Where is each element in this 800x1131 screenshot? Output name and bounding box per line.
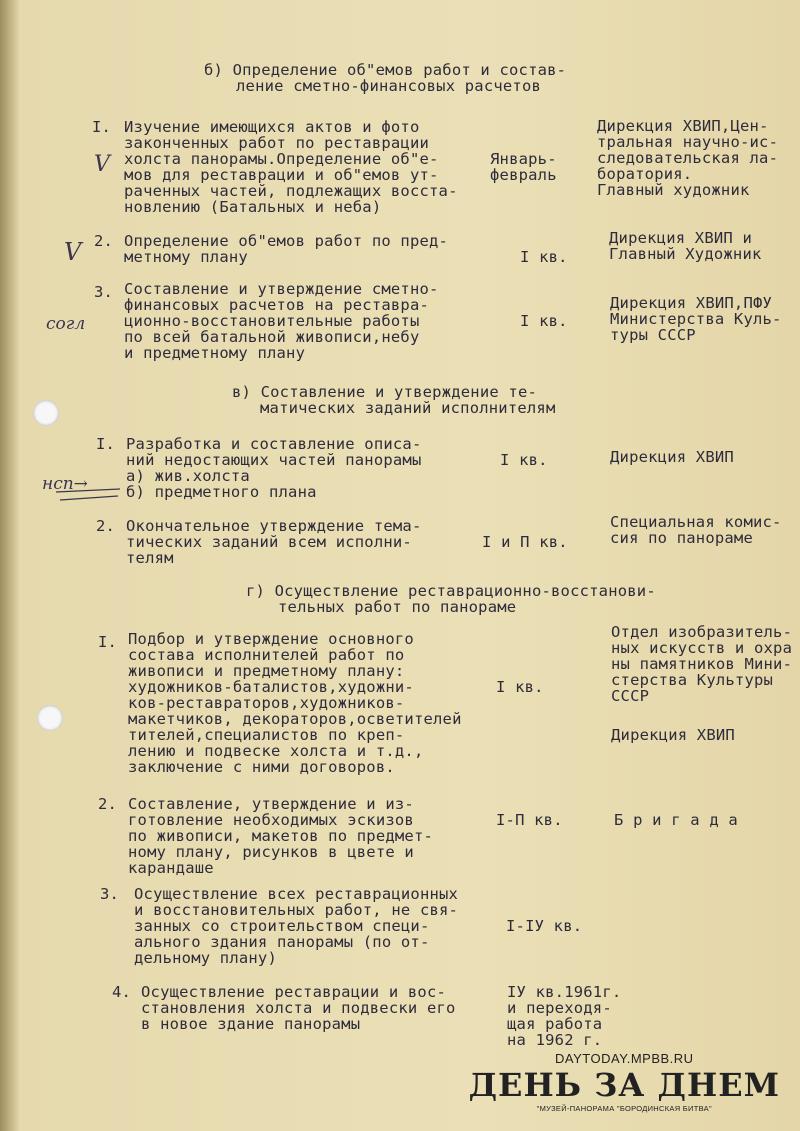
item-responsible: сия по панораме <box>610 529 753 547</box>
item-term: I кв. <box>520 312 568 330</box>
item-responsible: Специальная комис- <box>610 513 782 531</box>
item-text-line: а) жив.холста <box>126 467 250 485</box>
item-number: I. <box>98 633 118 651</box>
watermark-url[interactable]: DAYTODAY.MPBB.RU <box>555 1051 694 1066</box>
item-responsible: Отдел изобразитель- <box>611 623 793 641</box>
item-responsible: Главный художник <box>597 181 750 199</box>
item-term: на 1962 г. <box>507 1031 603 1049</box>
item-responsible: стерства Культуры <box>611 671 774 689</box>
item-text-line: и восстановительных работ, не свя- <box>134 901 459 919</box>
item-responsible: туры СССР <box>610 326 696 344</box>
item-responsible: ны памятников Мини- <box>611 655 793 673</box>
item-responsible: Дирекция ХВИП <box>611 726 735 744</box>
item-text-line: Составление, утверждение и из- <box>128 795 414 813</box>
handwritten-checkmark: V <box>64 238 82 266</box>
item-text-line: ний недостающих частей панорамы <box>126 451 422 469</box>
item-text-line: Составление и утверждение сметно- <box>124 280 439 298</box>
handwritten-note: нсп→ <box>42 474 88 494</box>
item-text-line: раченных частей, подлежащих восста- <box>124 182 458 200</box>
watermark-logo <box>469 1051 780 1113</box>
item-text-line: метному плану <box>124 248 248 266</box>
item-text-line: становления холста и подвески его <box>141 999 456 1017</box>
item-term: февраль <box>490 166 557 184</box>
handwritten-strokes <box>54 488 124 502</box>
item-text-line: тителей,специалистов по креп- <box>128 726 405 744</box>
item-text-line: Разработка и составление описа- <box>126 435 422 453</box>
item-term: I кв. <box>520 248 568 266</box>
item-term: IУ кв.1961г. <box>507 983 622 1001</box>
item-responsible: ных искусств и охра <box>611 639 793 657</box>
item-text-line: ального здания панорамы (по от- <box>134 933 430 951</box>
section-v-heading-line-2: матических заданий исполнителям <box>260 399 556 417</box>
item-text-line: дельному плану) <box>134 949 277 967</box>
item-term: I-П кв. <box>496 811 563 829</box>
item-text-line: Изучение имеющихся актов и фото <box>124 118 420 136</box>
item-number: 4. <box>112 983 132 1001</box>
item-term: I-IУ кв. <box>506 917 583 935</box>
item-text-line: ному плану, рисунков в цвете и <box>128 843 414 861</box>
item-term: I кв. <box>496 678 544 696</box>
item-text-line: и предметному плану <box>124 344 306 362</box>
item-term: I и П кв. <box>482 533 568 551</box>
item-responsible: Дирекция ХВИП <box>610 448 734 466</box>
item-text-line: готовление необходимых эскизов <box>128 811 414 829</box>
item-responsible: Б р и г а д а <box>614 811 738 829</box>
item-text-line: новлению (Батальных и неба) <box>124 198 382 216</box>
item-text-line: ционно-восстановительные работы <box>124 312 420 330</box>
item-text-line: тических заданий всем исполни- <box>126 533 412 551</box>
section-b-heading-line-2: ление сметно-финансовых расчетов <box>236 77 542 95</box>
item-number: 2. <box>94 232 114 250</box>
item-text-line: Осуществление всех реставрационных <box>134 885 459 903</box>
section-g-heading-line-1: г) Осуществление реставрационно-восстанови- <box>246 582 656 600</box>
item-text-line: лению и подвеске холста и т.д., <box>128 742 424 760</box>
item-text-line: занных со строительством специ- <box>134 917 430 935</box>
item-responsible: Дирекция ХВИП,ПФУ <box>610 294 773 312</box>
item-text-line: карандаше <box>128 859 214 877</box>
item-text-line: телям <box>126 549 174 567</box>
item-text-line: Осуществление реставрации и вос- <box>141 983 447 1001</box>
item-text-line: Определение об"емов работ по пред- <box>124 232 449 250</box>
item-number: 2. <box>96 517 116 535</box>
item-term: I кв. <box>500 451 548 469</box>
section-v-heading-line-1: в) Составление и утверждение те- <box>232 383 538 401</box>
item-text-line: по всей батальной живописи,небу <box>124 328 420 346</box>
item-text-line: ков-реставраторов,художников- <box>128 694 405 712</box>
item-text-line: состава исполнителей работ по <box>128 646 405 664</box>
item-text-line: б) предметного плана <box>126 483 317 501</box>
item-responsible: Дирекция ХВИП и <box>609 229 752 247</box>
item-responsible: следовательская ла- <box>597 149 779 167</box>
item-term: и переходя- <box>507 999 612 1017</box>
punch-hole <box>33 400 59 426</box>
item-responsible: Дирекция ХВИП,Цен- <box>597 117 769 135</box>
item-term: Январь- <box>490 150 557 168</box>
punch-hole <box>37 705 63 731</box>
watermark-subtitle: "МУЗЕЙ-ПАНОРАМА "БОРОДИНСКАЯ БИТВА" <box>536 1104 712 1113</box>
section-b-heading-line-1: б) Определение об"емов работ и состав- <box>204 61 567 79</box>
item-text-line: финансовых расчетов на реставра- <box>124 296 430 314</box>
section-g-heading-line-2: тельных работ по панораме <box>278 598 517 616</box>
item-responsible: Министерства Куль- <box>610 310 782 328</box>
item-responsible: СССР <box>611 687 650 705</box>
item-text-line: мов для реставрации и об"емов ут- <box>124 166 439 184</box>
item-text-line: художников-баталистов,художни- <box>128 678 414 696</box>
item-responsible: боратория. <box>597 165 693 183</box>
item-number: I. <box>96 435 116 453</box>
handwritten-note: согл <box>46 314 86 334</box>
item-text-line: макетчиков, декораторов,осветителей <box>128 710 462 728</box>
item-text-line: холста панорамы.Определение об"е- <box>124 150 439 168</box>
item-text-line: живописи и предметному плану: <box>128 662 405 680</box>
item-text-line: в новое здание панорамы <box>141 1015 361 1033</box>
item-number: 3. <box>100 885 120 903</box>
item-responsible: тральная научно-ис- <box>597 133 779 151</box>
item-term: щая работа <box>507 1015 603 1033</box>
item-responsible: Главный Художник <box>609 245 762 263</box>
item-number: 3. <box>94 283 114 301</box>
item-text-line: заключение с ними договоров. <box>128 758 395 776</box>
watermark-title: ДЕНЬ ЗА ДНЕМ <box>468 1066 780 1104</box>
item-text-line: законченных работ по реставрации <box>124 134 430 152</box>
handwritten-checkmark: V <box>94 152 110 177</box>
item-number: I. <box>92 118 112 136</box>
item-number: 2. <box>98 795 118 813</box>
item-text-line: по живописи, макетов по предмет- <box>128 827 434 845</box>
item-text-line: Окончательное утверждение тема- <box>126 517 422 535</box>
item-text-line: Подбор и утверждение основного <box>128 630 414 648</box>
